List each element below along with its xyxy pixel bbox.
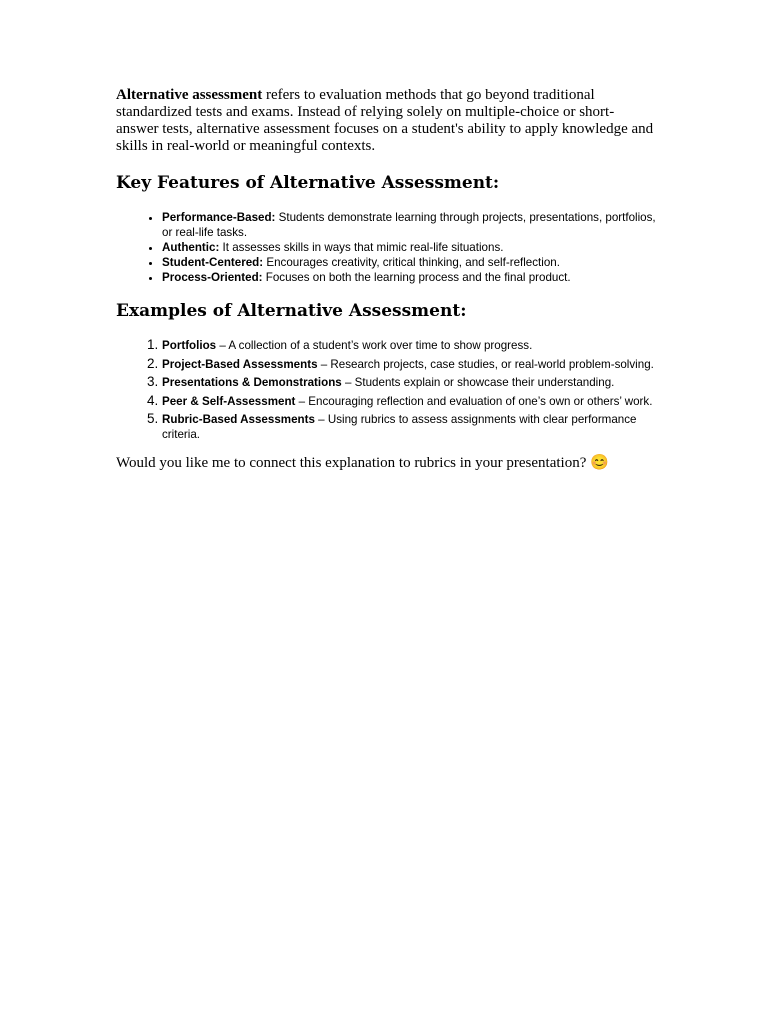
document-body <box>116 87 656 472</box>
example-label: Peer & Self-Assessment <box>162 394 296 408</box>
intro-paragraph <box>116 87 656 155</box>
features-list-item <box>162 270 656 285</box>
intro-term: Alternative assessment <box>116 87 263 103</box>
features-list-item <box>162 240 656 255</box>
feature-text: Students demonstrate learning through projects, presentations, portfolios, or real-life tasks. <box>162 211 656 239</box>
intro-text: refers to evaluation methods that go beyond traditional standardized tests and exams. Instead of relying solely on multiple-choice or short-answer tests, alternative assessment focuses on a student's ability to apply knowledge and skills in real-world or meaningful contexts. <box>116 87 654 154</box>
examples-list-item <box>162 411 656 442</box>
example-label: Portfolios <box>162 339 217 352</box>
examples-list-item <box>162 356 656 372</box>
feature-label: Authentic: <box>162 241 220 254</box>
examples-list <box>116 337 656 442</box>
feature-label: Process-Oriented: <box>162 271 263 284</box>
features-list-item <box>162 210 656 240</box>
example-text: – A collection of a student’s work over time to show progress. <box>216 339 533 352</box>
example-label: Presentations & Demonstrations <box>162 376 342 390</box>
examples-list-item <box>162 393 656 409</box>
feature-text: It assesses skills in ways that mimic real-life situations. <box>219 241 504 254</box>
features-list-item <box>162 255 656 270</box>
examples-heading: Examples of Alternative Assessment: <box>116 301 467 321</box>
example-label: Project-Based Assessments <box>162 357 318 371</box>
example-text: – Research projects, case studies, or real-world problem-solving. <box>317 357 654 371</box>
example-text: – Using rubrics to assess assignments with clear performance criteria. <box>162 413 637 442</box>
features-heading: Key Features of Alternative Assessment: <box>116 173 500 193</box>
feature-label: Performance-Based: <box>162 211 276 224</box>
example-label: Rubric-Based Assessments <box>162 413 315 427</box>
example-text: – Encouraging reflection and evaluation of one’s own or others’ work. <box>295 394 653 408</box>
example-text: – Students explain or showcase their understanding. <box>341 376 615 390</box>
examples-list-item <box>162 337 656 353</box>
feature-text: Encourages creativity, critical thinking, and self-reflection. <box>263 256 560 269</box>
feature-text: Focuses on both the learning process and the final product. <box>262 271 571 284</box>
feature-label: Student-Centered: <box>162 256 264 269</box>
features-list <box>116 210 656 285</box>
examples-list-item <box>162 374 656 390</box>
closing-question: Would you like me to connect this explanation to rubrics in your presentation? 😊 <box>116 455 609 472</box>
